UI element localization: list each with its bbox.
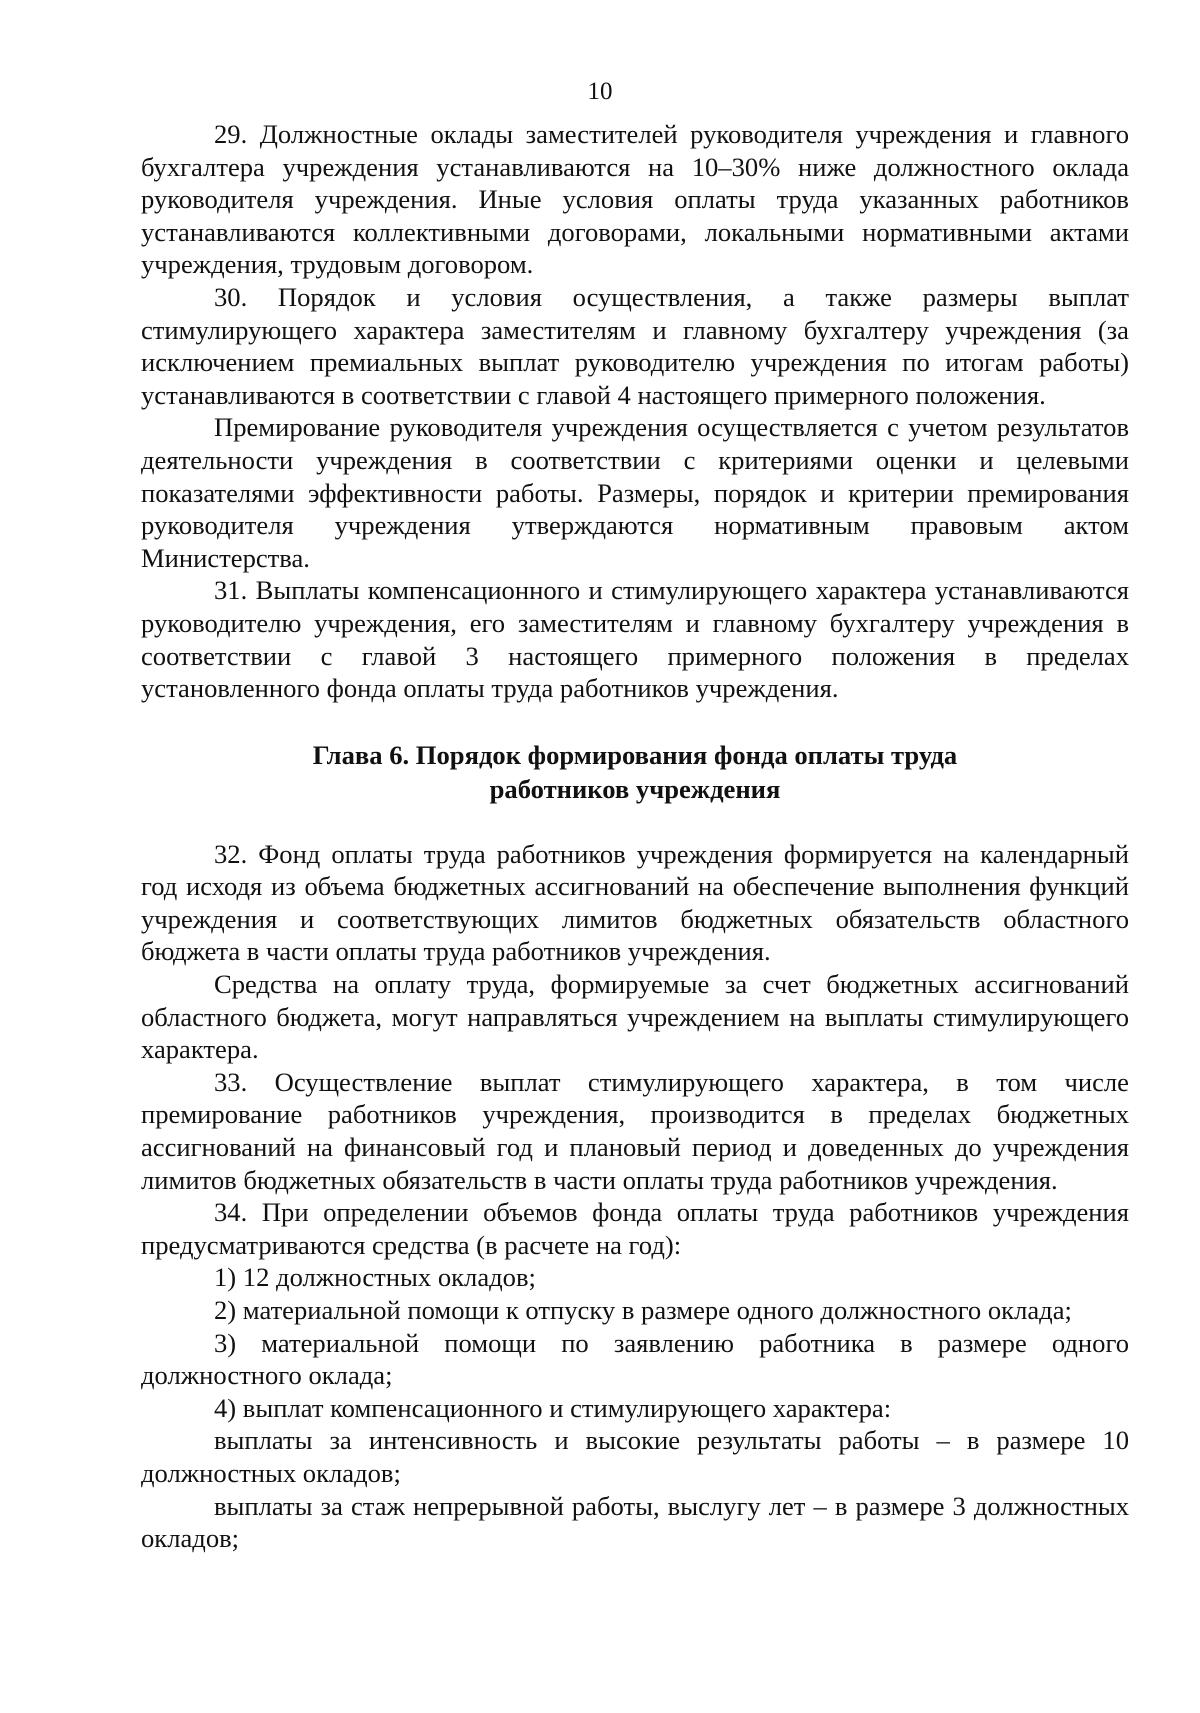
paragraph-33: 33. Осуществление выплат стимулирующего характера, в том числе премирование работников учреждения, производится в пределах бюджетных ассигнований на финансовый год и плановый период и доведенных до учреждения лимитов бюджетных обязательств в части оплаты труда работников учреждения.	[141, 1066, 1129, 1195]
chapter-heading-line-1: Глава 6. Порядок формирования фонда оплаты труда	[312, 739, 958, 770]
paragraph-30: 30. Порядок и условия осуществления, а также размеры выплат стимулирующего характера заместителям и главному бухгалтеру учреждения (за исключением премиальных выплат руководителю учреждения по итогам работы) устанавливаются в соответствии с главой 4 настоящего примерного положения.	[141, 281, 1129, 410]
list-subitem-intensity: выплаты за интенсивность и высокие результаты работы – в размере 10 должностных окладов;	[141, 1425, 1129, 1488]
paragraph-34: 34. При определении объемов фонда оплаты труда работников учреждения предусматриваются средства (в расчете на год):	[141, 1197, 1129, 1260]
paragraph-30-premium: Премирование руководителя учреждения осуществляется с учетом результатов деятельности учреждения в соответствии с критериями оценки и целевыми показателями эффективности работы. Размеры, порядок и критерии премирования руководителя учреждения утверждаются нормативным правовым актом Министерства.	[141, 412, 1129, 573]
list-subitem-seniority: выплаты за стаж непрерывной работы, выслугу лет – в размере 3 должностных окладов;	[141, 1490, 1129, 1554]
page-number: 10	[587, 78, 613, 105]
paragraph-29: 29. Должностные оклады заместителей руководителя учреждения и главного бухгалтера учреждения устанавливаются на 10–30% ниже должностного оклада руководителя учреждения. Иные условия оплаты труда указанных работников устанавливаются коллективными договорами, локальными нормативными актами учреждения, трудовым договором.	[141, 119, 1129, 280]
paragraph-31: 31. Выплаты компенсационного и стимулирующего характера устанавливаются руководителю учреждения, его заместителям и главному бухгалтеру учреждения в соответствии с главой 3 настоящего примерного положения в пределах установленного фонда оплаты труда работников учреждения.	[141, 575, 1129, 704]
paragraph-32: 32. Фонд оплаты труда работников учреждения формируется на календарный год исходя из объема бюджетных ассигнований на обеспечение выполнения функций учреждения и соответствующих лимитов бюджетных обязательств областного бюджета в части оплаты труда работников учреждения.	[141, 838, 1129, 967]
list-item-3: 3) материальной помощи по заявлению работника в размере одного должностного оклада;	[141, 1327, 1129, 1391]
page-content	[141, 118, 1129, 1555]
list-item-4: 4) выплат компенсационного и стимулирующего характера:	[214, 1392, 892, 1423]
chapter-heading	[141, 738, 1129, 806]
paragraph-32-funds: Средства на оплату труда, формируемые за счет бюджетных ассигнований областного бюджета, могут направляться учреждением на выплаты стимулирующего характера.	[141, 969, 1129, 1065]
list-item-2: 2) материальной помощи к отпуску в размере одного должностного оклада;	[214, 1295, 1072, 1325]
list-item-1: 1) 12 должностных окладов;	[214, 1262, 536, 1293]
chapter-heading-line-2: работников учреждения	[489, 773, 781, 804]
